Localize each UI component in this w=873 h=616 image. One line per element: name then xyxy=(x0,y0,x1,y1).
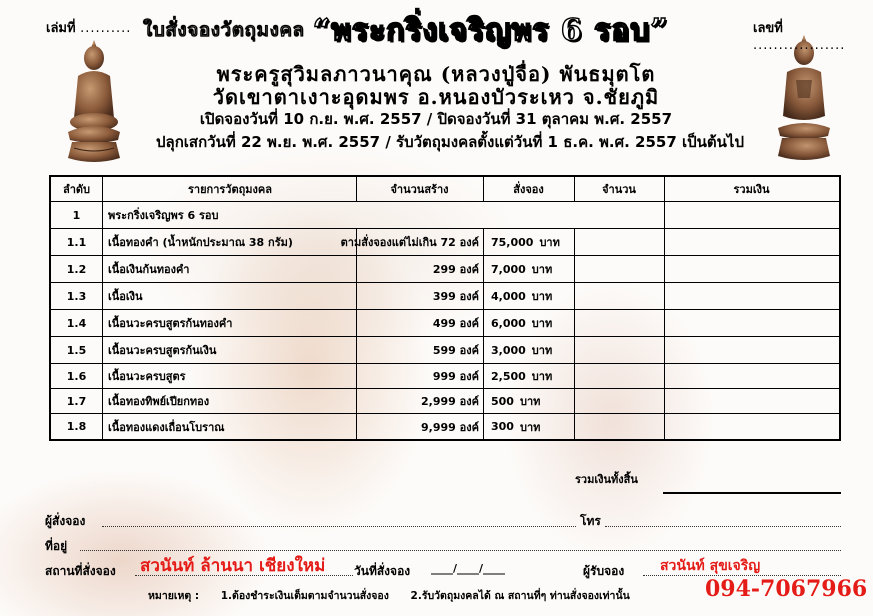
table-row xyxy=(51,283,839,310)
row-no: 1.7 xyxy=(66,394,87,408)
table-divider xyxy=(574,229,575,439)
phone-label: โทร xyxy=(580,514,601,528)
remark-2: 2.รับวัตถุมงคลได้ ณ สถานที่ๆ ท่านสั่งจองเท่านั้น xyxy=(410,590,630,602)
row-total-field[interactable] xyxy=(664,337,839,363)
row-qty-field[interactable] xyxy=(574,364,664,388)
row-unit: บาท xyxy=(519,395,541,408)
row-no: 1.1 xyxy=(66,235,87,249)
row-order xyxy=(483,337,574,363)
temple-name: วัดเขาตาเงาะอุดมพร อ.หนองบัวระเหว จ.ชัยภูมิ xyxy=(212,85,660,109)
row-made: 999 องค์ xyxy=(432,370,479,383)
row-made: 499 องค์ xyxy=(432,317,479,330)
book-number-label: เล่มที่ xyxy=(46,21,76,36)
row-no: 1.8 xyxy=(66,420,87,433)
grand-total-label: รวมเงินทั้งสิ้น xyxy=(575,473,638,486)
sheet-title: ใบสั่งจองวัตถุมงคล xyxy=(143,19,305,41)
row-total-field[interactable] xyxy=(664,283,839,309)
row-price: 7,000 xyxy=(491,262,526,276)
row-order xyxy=(483,364,574,388)
remark-1: 1.ต้องชำระเงินเต็มตามจำนวนสั่งจอง xyxy=(220,590,389,602)
group-no: 1 xyxy=(72,208,81,222)
row-qty-field[interactable] xyxy=(574,256,664,282)
place-value: สวนันท์ ล้านนา เชียงใหม่ xyxy=(140,556,326,576)
header-made: จำนวนสร้าง xyxy=(390,183,449,196)
table-divider xyxy=(356,229,357,439)
table-header-row xyxy=(51,177,839,202)
table-divider xyxy=(356,177,357,202)
receiver-label: ผู้รับจอง xyxy=(583,564,625,578)
row-unit: บาท xyxy=(539,236,560,249)
row-item: เนื้อทองทิพย์เปียกทอง xyxy=(108,395,210,408)
row-total-field[interactable] xyxy=(664,310,839,336)
header-order: สั่งจอง xyxy=(513,183,544,196)
order-date-label: วันที่สั่งจอง xyxy=(354,564,411,578)
row-item: เนื้อนวะครบสูตรก้นเงิน xyxy=(108,344,217,357)
row-made: 299 องค์ xyxy=(432,263,479,276)
receiver-value: สวนันท์ สุขเจริญ xyxy=(660,558,761,574)
row-qty-field[interactable] xyxy=(574,389,664,413)
row-item: เนื้อเงินก้นทองคำ xyxy=(108,263,190,276)
table-row xyxy=(51,310,839,337)
booker-field[interactable] xyxy=(102,526,576,527)
table-row xyxy=(51,337,839,364)
table-divider xyxy=(483,177,484,202)
blessing-date: ปลุกเสกวันที่ 22 พ.ย. พ.ศ. 2557 / รับวัตถุมงคลตั้งแต่วันที่ 1 ธ.ค. พ.ศ. 2557 เป็นต้นไป xyxy=(156,133,744,151)
remark-label: หมายเหตุ : xyxy=(148,590,200,602)
row-total-field[interactable] xyxy=(664,414,839,439)
table-row xyxy=(51,389,839,414)
row-no: 1.5 xyxy=(66,343,87,357)
header-no: ลำดับ xyxy=(62,183,91,196)
row-item: เนื้อทองแดงเถื่อนโบราณ xyxy=(108,420,225,434)
row-order xyxy=(483,414,574,439)
hotline-number: 094-7067966 xyxy=(705,576,868,602)
book-number xyxy=(46,17,131,38)
row-item: เนื้อนวะครบสูตรก้นทองคำ xyxy=(108,317,233,330)
row-qty-field[interactable] xyxy=(574,283,664,309)
row-no: 1.3 xyxy=(66,289,87,303)
row-order xyxy=(483,256,574,282)
address-field[interactable] xyxy=(80,550,841,551)
monk-name: พระครูสุวิมลภาวนาคุณ (หลวงปู่จื่อ) พันธมุตโต xyxy=(216,62,656,86)
row-made: 9,999 องค์ xyxy=(421,420,479,434)
row-price: 300 xyxy=(491,420,514,433)
reference-number-label: เลขที่ xyxy=(753,21,783,36)
row-order xyxy=(483,229,574,255)
row-made: 599 องค์ xyxy=(432,344,479,357)
address-label: ที่อยู่ xyxy=(45,539,68,553)
table-divider xyxy=(664,177,665,439)
row-order xyxy=(483,283,574,309)
row-item: เนื้อนวะครบสูตร xyxy=(108,370,186,383)
row-total-field[interactable] xyxy=(664,256,839,282)
table-divider xyxy=(483,229,484,439)
table-row xyxy=(51,256,839,283)
row-qty-field[interactable] xyxy=(574,229,664,255)
place-label: สถานที่สั่งจอง xyxy=(45,564,116,578)
row-unit: บาท xyxy=(531,344,553,357)
row-unit: บาท xyxy=(519,420,541,434)
table-row xyxy=(51,229,839,256)
remark xyxy=(148,587,648,604)
place-field xyxy=(135,575,353,576)
row-qty-field[interactable] xyxy=(574,310,664,336)
row-no: 1.2 xyxy=(66,262,87,276)
group-item: พระกริ่งเจริญพร 6 รอบ xyxy=(108,209,219,222)
table-group-row xyxy=(51,202,839,229)
row-item: เนื้อทองคำ (น้ำหนักประมาณ 38 กรัม) xyxy=(108,236,293,249)
row-price: 6,000 xyxy=(491,316,526,330)
booker-label: ผู้สั่งจอง xyxy=(45,514,86,528)
header-item: รายการวัตถุมงคล xyxy=(188,183,272,196)
table-divider xyxy=(574,177,575,202)
book-number-field[interactable]: .......... xyxy=(80,21,132,36)
header-total: รวมเงิน xyxy=(733,183,770,196)
amulet-title: “พระกริ่งเจริญพร 6 รอบ” xyxy=(312,12,669,48)
title-row xyxy=(143,6,753,54)
row-item: เนื้อเงิน xyxy=(108,290,143,303)
row-unit: บาท xyxy=(531,263,553,276)
order-date-field[interactable]: ____/____/____ xyxy=(431,562,506,575)
phone-field[interactable] xyxy=(605,526,841,527)
row-price: 500 xyxy=(491,394,514,408)
row-qty-field[interactable] xyxy=(574,414,664,439)
row-price: 4,000 xyxy=(491,289,526,303)
reference-number xyxy=(753,17,873,53)
row-order xyxy=(483,389,574,413)
header-qty: จำนวน xyxy=(602,183,636,196)
row-price: 3,000 xyxy=(491,343,526,357)
row-order xyxy=(483,310,574,336)
row-total-field[interactable] xyxy=(664,229,839,255)
row-price: 2,500 xyxy=(491,369,526,383)
row-total-field[interactable] xyxy=(664,364,839,388)
row-unit: บาท xyxy=(531,370,553,383)
table-row xyxy=(51,414,839,439)
reference-number-field[interactable]: .................. xyxy=(753,38,846,53)
grand-total-field[interactable] xyxy=(663,492,841,494)
order-table xyxy=(49,175,841,441)
row-qty-field[interactable] xyxy=(574,337,664,363)
row-made: 2,999 องค์ xyxy=(421,395,479,408)
row-unit: บาท xyxy=(531,317,553,330)
row-no: 1.6 xyxy=(66,369,87,383)
row-no: 1.4 xyxy=(66,316,87,330)
table-divider xyxy=(102,177,103,439)
row-made: 399 องค์ xyxy=(432,290,479,303)
table-row xyxy=(51,364,839,389)
row-made: ตามสั่งจองแต่ไม่เกิน 72 องค์ xyxy=(340,236,479,249)
row-price: 75,000 xyxy=(491,235,534,249)
row-total-field[interactable] xyxy=(664,389,839,413)
booking-period: เปิดจองวันที่ 10 ก.ย. พ.ศ. 2557 / ปิดจองวันที่ 31 ตุลาคม พ.ศ. 2557 xyxy=(199,110,673,128)
row-unit: บาท xyxy=(531,290,553,303)
